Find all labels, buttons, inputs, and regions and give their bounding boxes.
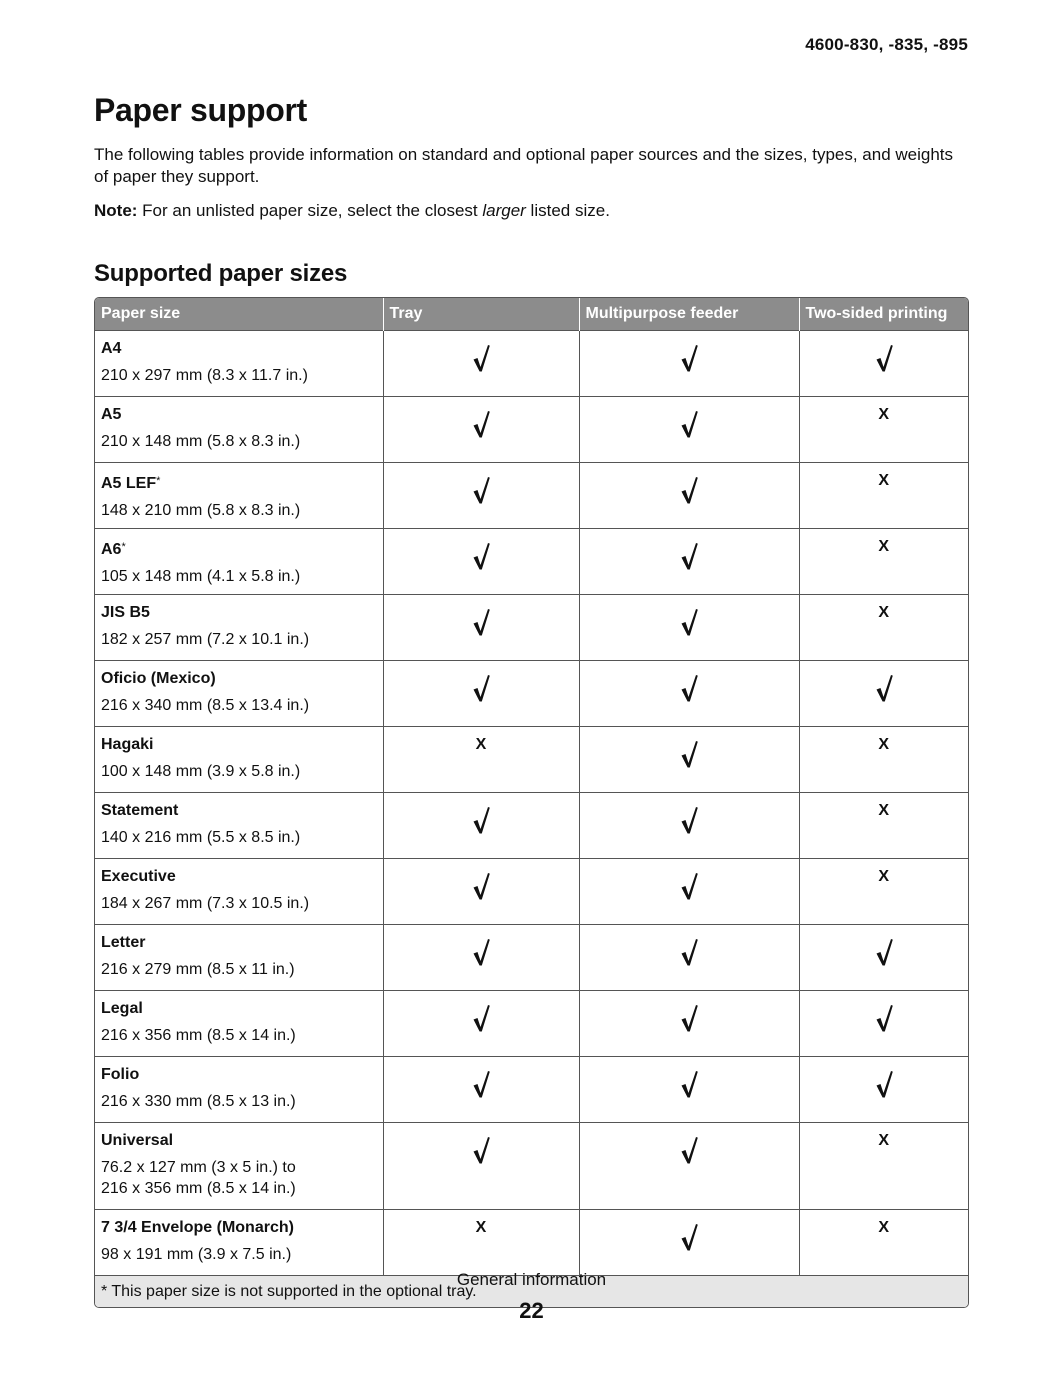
dimension-line: 105 x 148 mm (4.1 x 5.8 in.) [101,568,301,585]
tray-support-cell [383,727,579,793]
two-sided-printing-support-cell [799,991,968,1057]
table-row [95,1210,968,1276]
two-sided-printing-support-cell [799,1123,968,1210]
tray-support-cell [383,331,579,397]
not-supported-mark: X [878,868,890,885]
multipurpose-feeder-support-cell [579,397,799,463]
checkmark-icon [384,793,579,840]
checkmark-icon [800,991,969,1038]
not-supported-mark: X [878,472,890,489]
checkmark-icon [580,925,799,972]
two-sided-printing-support-cell [799,727,968,793]
table-header-row [95,298,968,331]
paper-size-cell [95,397,383,463]
paper-size-dimensions [101,1025,377,1046]
multipurpose-feeder-support-cell [579,727,799,793]
paper-size-name [101,471,377,494]
checkmark-icon [384,397,579,444]
paper-size-cell [95,1123,383,1210]
footnote-marker: * [156,475,161,487]
paper-size-name [101,801,377,821]
checkmark-icon [800,661,969,708]
column-header-two-sided-printing: Two-sided printing [799,298,968,331]
dimension-line: 140 x 216 mm (5.5 x 8.5 in.) [101,829,301,846]
two-sided-printing-support-cell [799,661,968,727]
intro-paragraph: The following tables provide information on standard and optional paper sources and the sizes, types, and weights of paper they support. [94,145,954,186]
not-supported-mark: X [878,802,890,819]
footer-section-name: General information [456,1270,607,1289]
multipurpose-feeder-support-cell [579,793,799,859]
checkmark-icon [580,727,799,774]
checkmark-icon [580,463,799,510]
table-row [95,1123,968,1210]
tray-support-cell [383,397,579,463]
checkmark-icon [384,529,579,576]
note-label: Note: [94,201,138,220]
multipurpose-feeder-support-cell [579,331,799,397]
checkmark-icon [580,1123,799,1170]
two-sided-printing-support-cell [799,463,968,529]
paper-size-dimensions [101,566,377,587]
multipurpose-feeder-support-cell [579,991,799,1057]
not-supported-mark: X [878,604,890,621]
column-header-tray: Tray [383,298,579,331]
checkmark-icon [384,661,579,708]
not-supported-mark: X [878,1132,890,1149]
paper-size-name-text: A5 LEF [101,475,157,492]
note-emphasis: larger [482,201,526,220]
footer-page-number: 22 [519,1298,544,1323]
note-text-before: For an unlisted paper size, select the closest [137,201,483,220]
paper-size-dimensions [101,500,377,521]
dimension-line: 100 x 148 mm (3.9 x 5.8 in.) [101,763,301,780]
paper-size-dimensions [101,893,377,914]
checkmark-icon [384,463,579,510]
paper-size-name-text: A4 [101,340,122,357]
multipurpose-feeder-support-cell [579,1210,799,1276]
paper-size-dimensions [101,827,377,848]
paper-sizes-table [95,298,968,1307]
paper-size-dimensions [101,431,377,452]
model-reference: 4600-830, -835, -895 [805,35,968,54]
dimension-line: 76.2 x 127 mm (3 x 5 in.) to [101,1159,296,1176]
not-supported-mark: X [878,406,890,423]
paper-size-cell [95,661,383,727]
dimension-line: 210 x 297 mm (8.3 x 11.7 in.) [101,367,308,384]
two-sided-printing-support-cell [799,1057,968,1123]
column-header-multipurpose-feeder: Multipurpose feeder [579,298,799,331]
table-row [95,397,968,463]
checkmark-icon [580,991,799,1038]
two-sided-printing-support-cell [799,331,968,397]
paper-size-name [101,1131,377,1151]
table-row [95,727,968,793]
paper-size-name-text: A5 [101,406,122,423]
dimension-line: 216 x 279 mm (8.5 x 11 in.) [101,961,295,978]
not-supported-mark: X [475,1219,487,1236]
paper-size-name [101,537,377,560]
dimension-line: 148 x 210 mm (5.8 x 8.3 in.) [101,502,301,519]
paper-size-cell [95,463,383,529]
paper-size-dimensions [101,1091,377,1112]
table-row [95,331,968,397]
paper-size-name [101,603,377,623]
paper-size-name-text: Statement [101,802,179,819]
paper-size-cell [95,925,383,991]
tray-support-cell [383,463,579,529]
paper-size-cell [95,529,383,595]
paper-size-dimensions [101,761,377,782]
column-header-paper-size: Paper size [95,298,383,331]
dimension-line: 216 x 356 mm (8.5 x 14 in.) [101,1180,296,1197]
paper-size-name-text: A6 [101,541,122,558]
paper-size-cell [95,991,383,1057]
checkmark-icon [384,1123,579,1170]
table-row [95,991,968,1057]
multipurpose-feeder-support-cell [579,661,799,727]
checkmark-icon [384,331,579,378]
tray-support-cell [383,1057,579,1123]
footnote-marker: * [121,541,126,553]
tray-support-cell [383,661,579,727]
dimension-line: 216 x 330 mm (8.5 x 13 in.) [101,1093,296,1110]
dimension-line: 216 x 356 mm (8.5 x 14 in.) [101,1027,296,1044]
paper-size-dimensions [101,365,377,386]
table-row [95,859,968,925]
table-row [95,595,968,661]
not-supported-mark: X [878,538,890,555]
checkmark-icon [580,661,799,708]
not-supported-mark: X [878,1219,890,1236]
checkmark-icon [800,925,969,972]
paper-size-name-text: Legal [101,1000,143,1017]
two-sided-printing-support-cell [799,793,968,859]
paper-size-name [101,1218,377,1238]
tray-support-cell [383,793,579,859]
dimension-line: 216 x 340 mm (8.5 x 13.4 in.) [101,697,310,714]
checkmark-icon [580,595,799,642]
paper-size-dimensions [101,1244,377,1265]
table-row [95,925,968,991]
paper-size-cell [95,727,383,793]
paper-size-name-text: Oficio (Mexico) [101,670,216,687]
multipurpose-feeder-support-cell [579,595,799,661]
paper-size-dimensions [101,1157,377,1199]
paper-size-cell [95,595,383,661]
paper-size-name [101,735,377,755]
dimension-line: 210 x 148 mm (5.8 x 8.3 in.) [101,433,301,450]
checkmark-icon [580,529,799,576]
tray-support-cell [383,925,579,991]
paper-size-name-text: JIS B5 [101,604,150,621]
paper-size-name [101,933,377,953]
not-supported-mark: X [475,736,487,753]
dimension-line: 184 x 267 mm (7.3 x 10.5 in.) [101,895,310,912]
dimension-line: 98 x 191 mm (3.9 x 7.5 in.) [101,1246,292,1263]
paper-size-cell [95,793,383,859]
paper-size-name [101,669,377,689]
checkmark-icon [384,595,579,642]
paper-size-cell [95,1210,383,1276]
page-title: Paper support [94,92,308,128]
checkmark-icon [384,859,579,906]
checkmark-icon [384,1057,579,1104]
table-row [95,529,968,595]
table-row [95,793,968,859]
table-row [95,463,968,529]
table-row [95,1057,968,1123]
table-footnote: * This paper size is not supported in the optional tray. [95,1276,968,1308]
checkmark-icon [384,925,579,972]
paper-size-cell [95,1057,383,1123]
paper-size-name-text: Hagaki [101,736,154,753]
paper-size-name [101,999,377,1019]
paper-size-cell [95,859,383,925]
checkmark-icon [580,397,799,444]
paper-size-name [101,867,377,887]
checkmark-icon [384,991,579,1038]
two-sided-printing-support-cell [799,1210,968,1276]
not-supported-mark: X [878,736,890,753]
paper-size-dimensions [101,695,377,716]
tray-support-cell [383,595,579,661]
checkmark-icon [580,1057,799,1104]
note-paragraph [94,200,610,222]
note-text-after: listed size. [525,201,610,220]
two-sided-printing-support-cell [799,925,968,991]
checkmark-icon [580,1210,799,1257]
two-sided-printing-support-cell [799,859,968,925]
section-title: Supported paper sizes [94,260,348,287]
checkmark-icon [800,1057,969,1104]
multipurpose-feeder-support-cell [579,925,799,991]
tray-support-cell [383,991,579,1057]
paper-size-cell [95,331,383,397]
paper-size-name-text: Letter [101,934,146,951]
checkmark-icon [580,793,799,840]
multipurpose-feeder-support-cell [579,859,799,925]
paper-size-name-text: Folio [101,1066,140,1083]
paper-size-name-text: Universal [101,1132,174,1149]
tray-support-cell [383,1210,579,1276]
dimension-line: 182 x 257 mm (7.2 x 10.1 in.) [101,631,310,648]
multipurpose-feeder-support-cell [579,463,799,529]
table-body [95,331,968,1276]
tray-support-cell [383,859,579,925]
paper-size-dimensions [101,629,377,650]
paper-size-name [101,339,377,359]
two-sided-printing-support-cell [799,595,968,661]
paper-sizes-table-container [94,297,969,1308]
paper-size-name-text: Executive [101,868,176,885]
two-sided-printing-support-cell [799,529,968,595]
paper-size-name [101,405,377,425]
tray-support-cell [383,529,579,595]
two-sided-printing-support-cell [799,397,968,463]
multipurpose-feeder-support-cell [579,1057,799,1123]
multipurpose-feeder-support-cell [579,529,799,595]
table-row [95,661,968,727]
paper-size-name [101,1065,377,1085]
multipurpose-feeder-support-cell [579,1123,799,1210]
tray-support-cell [383,1123,579,1210]
paper-size-dimensions [101,959,377,980]
checkmark-icon [580,859,799,906]
paper-size-name-text: 7 3/4 Envelope (Monarch) [101,1219,294,1236]
checkmark-icon [580,331,799,378]
checkmark-icon [800,331,969,378]
